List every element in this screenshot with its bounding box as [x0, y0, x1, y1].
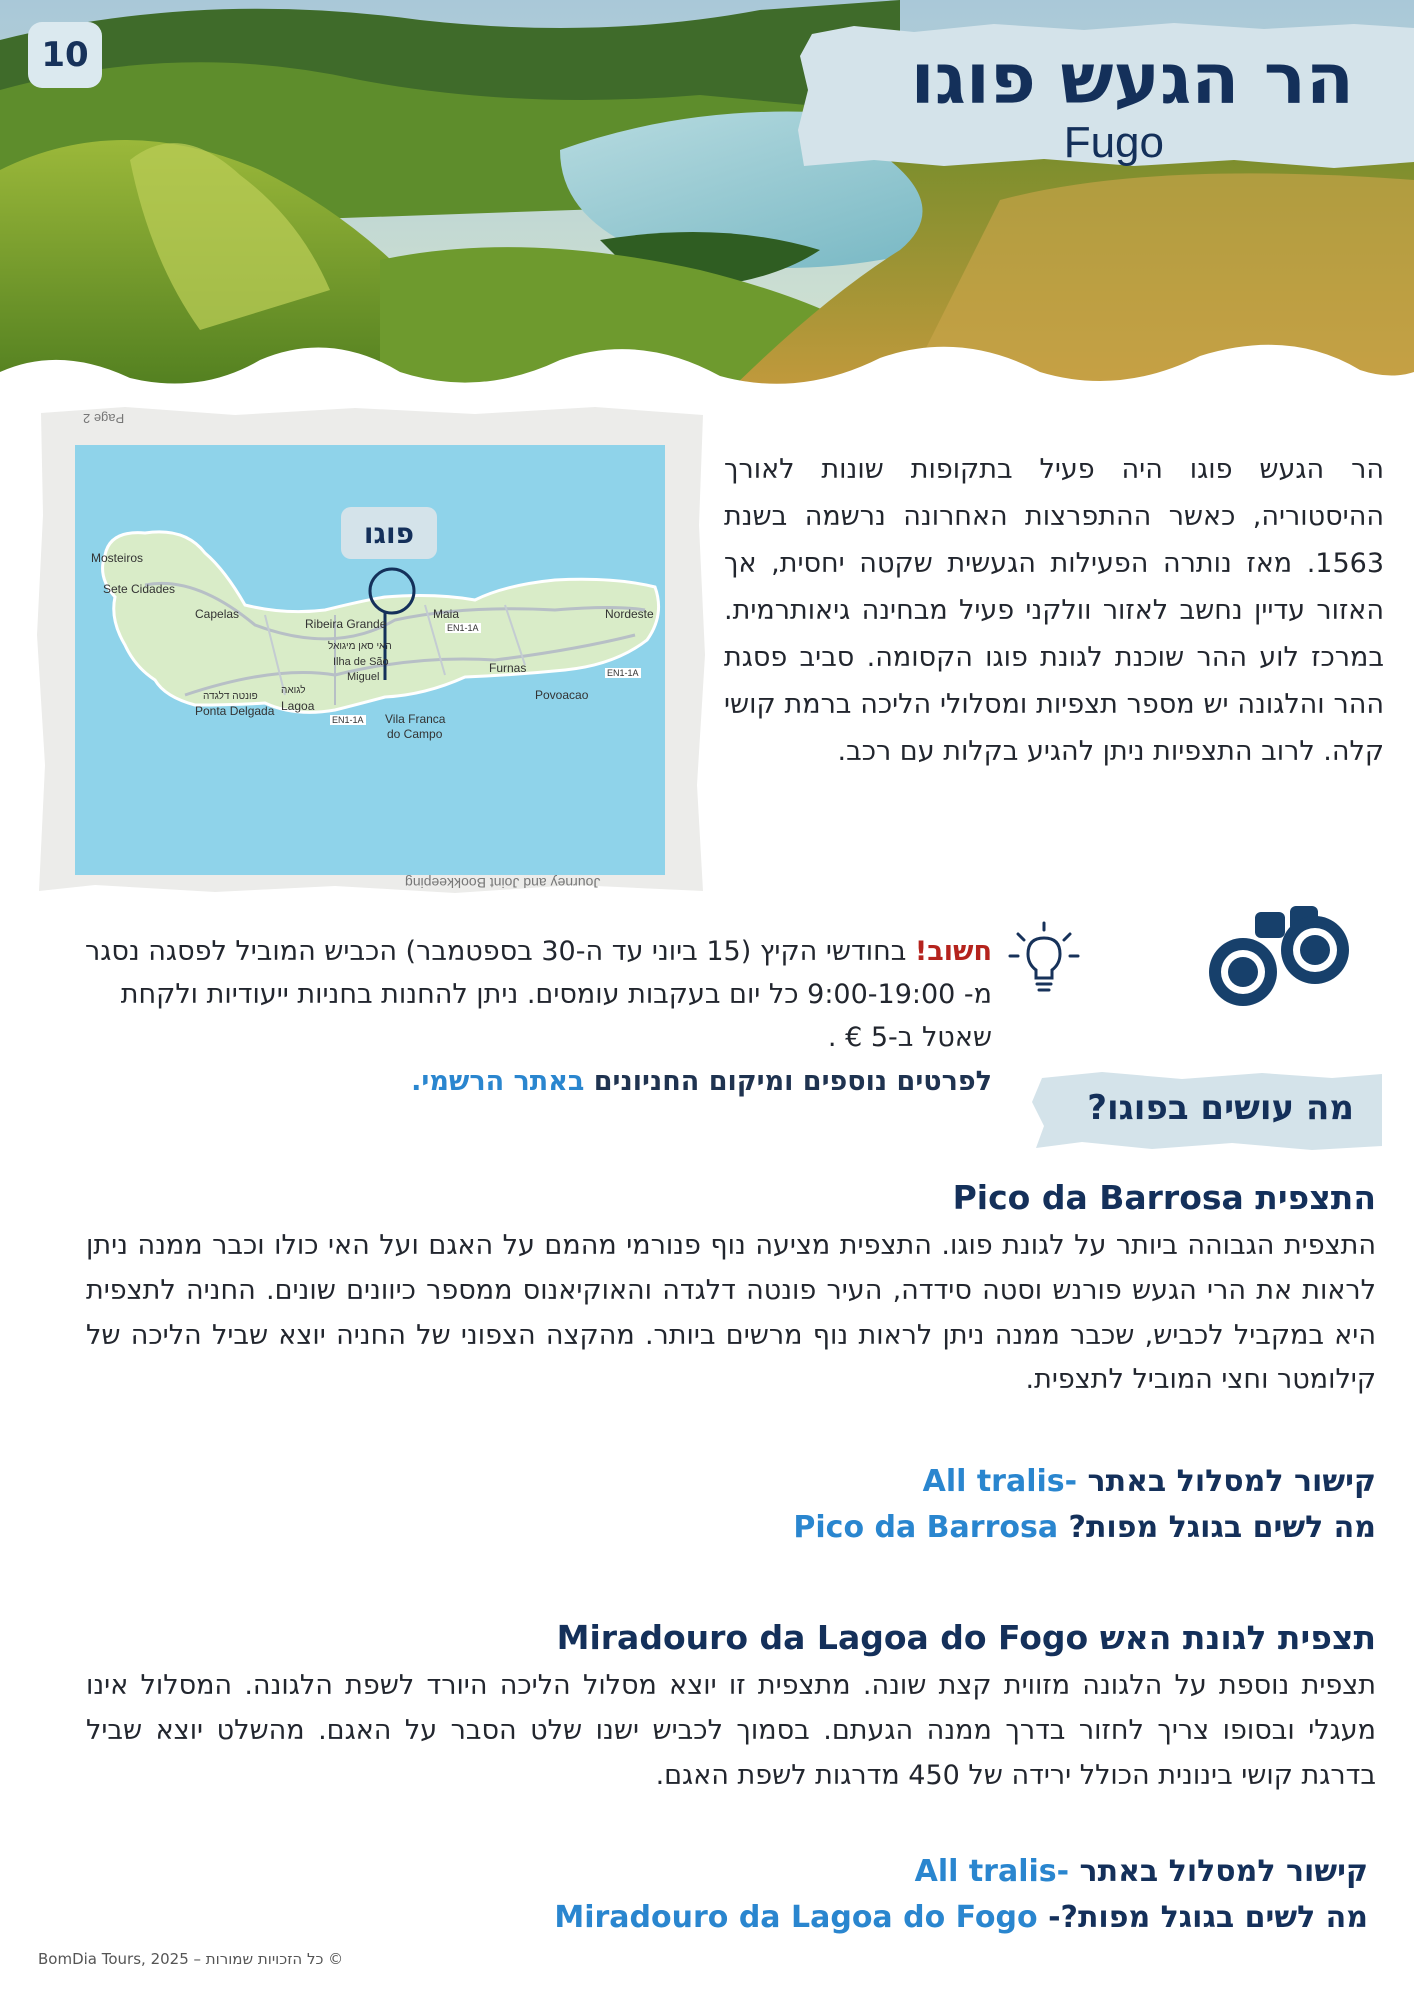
- maps-link-label: מה לשים בגוגל מפות?: [1058, 1510, 1376, 1545]
- map-place-label: Ponta Delgada: [195, 704, 275, 718]
- details-text: לפרטים נוספים ומיקום החניונים: [584, 1065, 992, 1097]
- trail-link[interactable]: -All tralis: [914, 1854, 1070, 1889]
- map-place-label: Nordeste: [605, 607, 654, 621]
- map-place-label: Povoacao: [535, 688, 589, 702]
- map-place-label: do Campo: [387, 727, 443, 741]
- trail-link[interactable]: -All tralis: [922, 1464, 1078, 1499]
- maps-link-label: מה לשים בגוגל מפות?-: [1037, 1900, 1368, 1935]
- map-place-label: Mosteiros: [91, 551, 144, 565]
- road-label: EN1-1A: [332, 715, 364, 725]
- road-label: EN1-1A: [607, 668, 639, 678]
- trail-link-label: קישור למסלול באתר: [1077, 1464, 1376, 1499]
- map-place-label: Capelas: [195, 607, 240, 621]
- official-site-link[interactable]: באתר הרשמי.: [411, 1065, 585, 1097]
- title-banner: [794, 20, 1414, 170]
- map-page-tag: Page 2: [83, 411, 125, 426]
- spot-title: תצפית לגונת האש Miradouro da Lagoa do Fogo: [556, 1618, 1376, 1657]
- section-title: מה עושים בפוגו?: [1087, 1088, 1354, 1128]
- page-subtitle: Fugo: [1063, 118, 1164, 167]
- page-title: הר הגעש פוגו: [910, 38, 1354, 120]
- maps-link[interactable]: Pico da Barrosa: [793, 1510, 1059, 1545]
- map-bottom-caption: Journey and Joint Bookkeeping: [405, 875, 601, 891]
- map-place-label: Lagoa: [281, 699, 315, 713]
- map-place-label: Furnas: [489, 661, 527, 675]
- section-header: [1032, 1070, 1382, 1150]
- map-place-label: Ilha de São: [333, 656, 389, 668]
- spot-title: התצפית Pico da Barrosa: [952, 1178, 1376, 1217]
- map-place-label: Maia: [433, 607, 460, 621]
- map-place-label: Sete Cidades: [103, 582, 176, 596]
- maps-link[interactable]: Miradouro da Lagoa do Fogo: [554, 1900, 1038, 1935]
- maps-link-line: [554, 1900, 1368, 1935]
- page-number-badge: 10: [28, 22, 102, 88]
- details-paragraph: [62, 1060, 992, 1103]
- trail-link-label: קישור למסלול באתר: [1069, 1854, 1368, 1889]
- map-place-label: לגואה: [281, 685, 306, 696]
- trail-link-line: [923, 1464, 1376, 1499]
- map-place-label: Ribeira Grande: [305, 617, 387, 631]
- copyright-footer: © כל הזכויות שמורות – BomDia Tours, 2025: [38, 1950, 344, 1968]
- trail-link-line: [915, 1854, 1368, 1889]
- hero-image: [0, 0, 1414, 400]
- spot-description: תצפית נוספת על הלגונה מזווית קצת שונה. מתצפית זו יוצא מסלול הליכה היורד לשפת הלגונה. המסלול אינו מעגלי ובסופו צריך לחזור בדרך ממנה הגעתם. בסמוך לכביש ישנו שלט הסבר על האגם. מהשלט יוצא שביל בדרגת קושי בינונית הכולל ירידה של 450 מדרגות לשפת האגם.: [86, 1670, 1376, 1791]
- map-pin-label: פוגו: [341, 507, 437, 559]
- note-text: בחודשי הקיץ (15 ביוני עד ה-30 בספטמבר) הכביש המוביל לפסגה נסגר מ- 9:00-19:00 כל יום בעקבות עומסים. ניתן להחנות בחניות ייעודיות ולקחת שאטל ב-5 € .: [85, 936, 992, 1054]
- binoculars-icon: [1205, 898, 1355, 1008]
- lightbulb-icon: [1008, 920, 1080, 1000]
- spot-description: התצפית הגבוהה ביותר על לגונת פוגו. התצפית מציעה נוף פנורמי מהמם על האגם ועל האי כולו וכבר ממנה ניתן לראות את הרי הגעש פורנש וסטה סידדה, העיר פונטה דלגדה והאוקיאנוס ממספר כיוונים שונים. החניה לתצפית היא במקביל לכביש, שכבר ממנה ניתן לראות נוף מרשים ביותר. מהקצה הצפוני של החניה יוצא שביל הליכה של קילומטר וחצי המוביל לתצפית.: [86, 1230, 1376, 1396]
- maps-link-line: [793, 1510, 1376, 1545]
- map-place-label: Vila Franca: [385, 712, 446, 726]
- road-label: EN1-1A: [447, 623, 479, 633]
- warning-label: חשוב!: [914, 936, 992, 967]
- map-place-label: Miguel: [347, 671, 380, 683]
- intro-paragraph: הר הגעש פוגו היה פעיל בתקופות שונות לאורך ההיסטוריה, כאשר ההתפרצות האחרונה נרשמה בשנת 1563. מאז נותרה הפעילות הגעשית שקטה יחסית, אך האזור עדיין נחשב לאזור וולקני פעיל מבחינה גיאותרמית. במרכז לוע ההר שוכנת לגונת פוגו הקסומה. סביב פסגת ההר והלגונה יש מספר תצפיות ומסלולי הליכה ברמת קושי קלה. לרוב התצפיות ניתן להגיע בקלות עם רכב.: [724, 454, 1384, 767]
- important-note: [62, 930, 992, 1103]
- map-place-label: פונטה דלגדה: [203, 691, 258, 702]
- map-place-label: האי סאן מיגואל: [328, 641, 392, 652]
- note-paragraph: [62, 930, 992, 1060]
- location-map: [35, 405, 705, 895]
